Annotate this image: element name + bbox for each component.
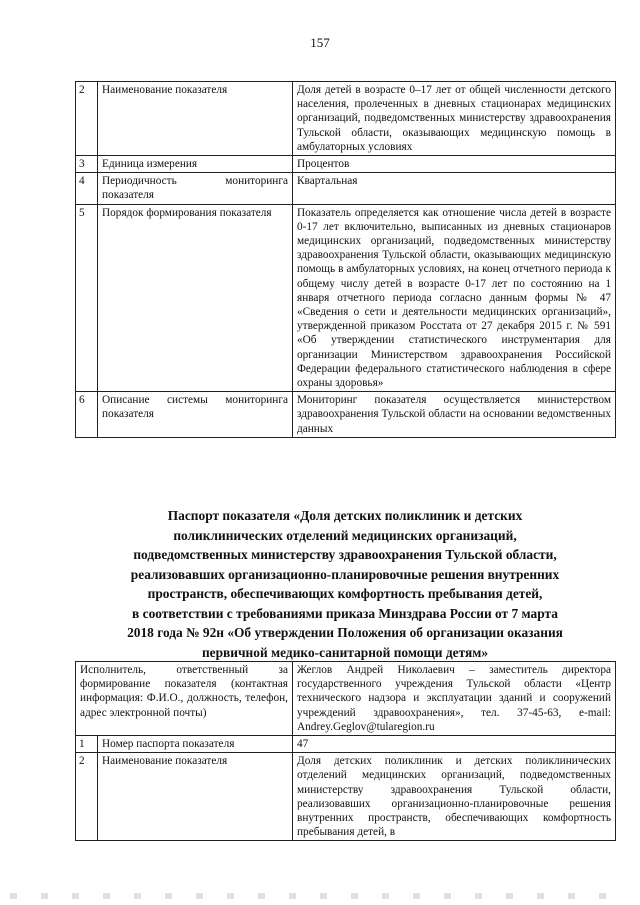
row-label: Наименование показателя xyxy=(98,753,293,841)
heading-line: пространств, обеспечивающих комфортность пребывания детей, xyxy=(147,586,543,601)
heading-line: Паспорт показателя «Доля детских поликлиник и детских xyxy=(167,508,523,523)
heading-line: подведомственных министерству здравоохранения Тульской области, xyxy=(133,547,557,562)
table-row xyxy=(76,662,616,736)
heading-line: 2018 года № 92н «Об утверждении Положения об организации оказания xyxy=(127,625,563,640)
heading-line: в соответствии с требованиями приказа Минздрава России от 7 марта xyxy=(132,605,558,621)
row-value: Квартальная xyxy=(293,173,616,204)
row-value: Мониторинг показателя осуществляется министерством здравоохранения Тульской области на основании ведомственных данных xyxy=(293,392,616,438)
row-number: 2 xyxy=(76,82,98,156)
row-number: 3 xyxy=(76,156,98,173)
passport-table xyxy=(75,661,616,841)
heading-line: первичной медико-санитарной помощи детям» xyxy=(201,644,489,660)
row-number: 6 xyxy=(76,392,98,438)
table-row xyxy=(76,173,616,204)
table-row xyxy=(76,204,616,392)
row-label: Наименование показателя xyxy=(98,82,293,156)
row-label: Номер паспорта показателя xyxy=(98,736,293,753)
scan-noise-strip xyxy=(10,893,630,899)
row-label: Единица измерения xyxy=(98,156,293,173)
table-row xyxy=(76,753,616,841)
row-value: Процентов xyxy=(293,156,616,173)
heading-line: реализовавших организационно-планировочные решения внутренних xyxy=(130,566,560,582)
table-row xyxy=(76,156,616,173)
row-label: Периодичность мониторинга показателя xyxy=(98,173,293,204)
row-value: 47 xyxy=(293,736,616,753)
passport-heading xyxy=(90,506,600,662)
indicator-table-top xyxy=(75,81,616,438)
heading-line: поликлинических отделений медицинских организаций, xyxy=(173,527,517,543)
row-value: Доля детей в возрасте 0–17 лет от общей численности детского населения, пролеченных в дневных стационарах медицинских организаций, подведомственных министерству здравоохранения Тульской области, оказывающих медицинскую помощь в амбулаторных условиях xyxy=(293,82,616,156)
page-number: 157 xyxy=(310,35,330,50)
row-value: Показатель определяется как отношение числа детей в возрасте 0-17 лет включительно, выписанных из дневных стационаров медицинских организаций, подведомственных министерству здравоохранения Тульской области, оказывающих медицинскую помощь в амбулаторных условиях, на конец отчетного периода к общему числу детей в возрасте 0-17 лет по состоянию на 1 января отчетного периода согласно данным формы № 47 «Сведения о сети и деятельности медицинских организаций», утвержденной приказом Росстата от 27 декабря 2015 г. № 591 «Об утверждении статистического инструментария для организации Министерством здравоохранения Российской Федерации федерального статистического наблюдения в сфере охраны здоровья» xyxy=(293,204,616,392)
table-row xyxy=(76,392,616,438)
executor-value: Жеглов Андрей Николаевич – заместитель директора государственного учреждения Тульской области «Центр технического надзора и эксплуатации зданий и сооружений учреждений здравоохранения», тел. 37-45-63, e-mail: Andrey.Geglov@tularegion.ru xyxy=(293,662,616,736)
row-label: Описание системы мониторинга показателя xyxy=(98,392,293,438)
row-number: 1 xyxy=(76,736,98,753)
executor-label: Исполнитель, ответственный за формирование показателя (контактная информация: Ф.И.О., должность, телефон, адрес электронной почты) xyxy=(76,662,293,736)
table-row xyxy=(76,736,616,753)
row-number: 2 xyxy=(76,753,98,841)
table-row xyxy=(76,82,616,156)
row-number: 4 xyxy=(76,173,98,204)
row-value: Доля детских поликлиник и детских поликлинических отделений медицинских организаций, подведомственных министерству здравоохранения Тульской области, реализовавших организационно-планировочные решения внутренних пространств, обеспечивающих комфортность пребывания детей, в xyxy=(293,753,616,841)
row-number: 5 xyxy=(76,204,98,392)
row-label: Порядок формирования показателя xyxy=(98,204,293,392)
